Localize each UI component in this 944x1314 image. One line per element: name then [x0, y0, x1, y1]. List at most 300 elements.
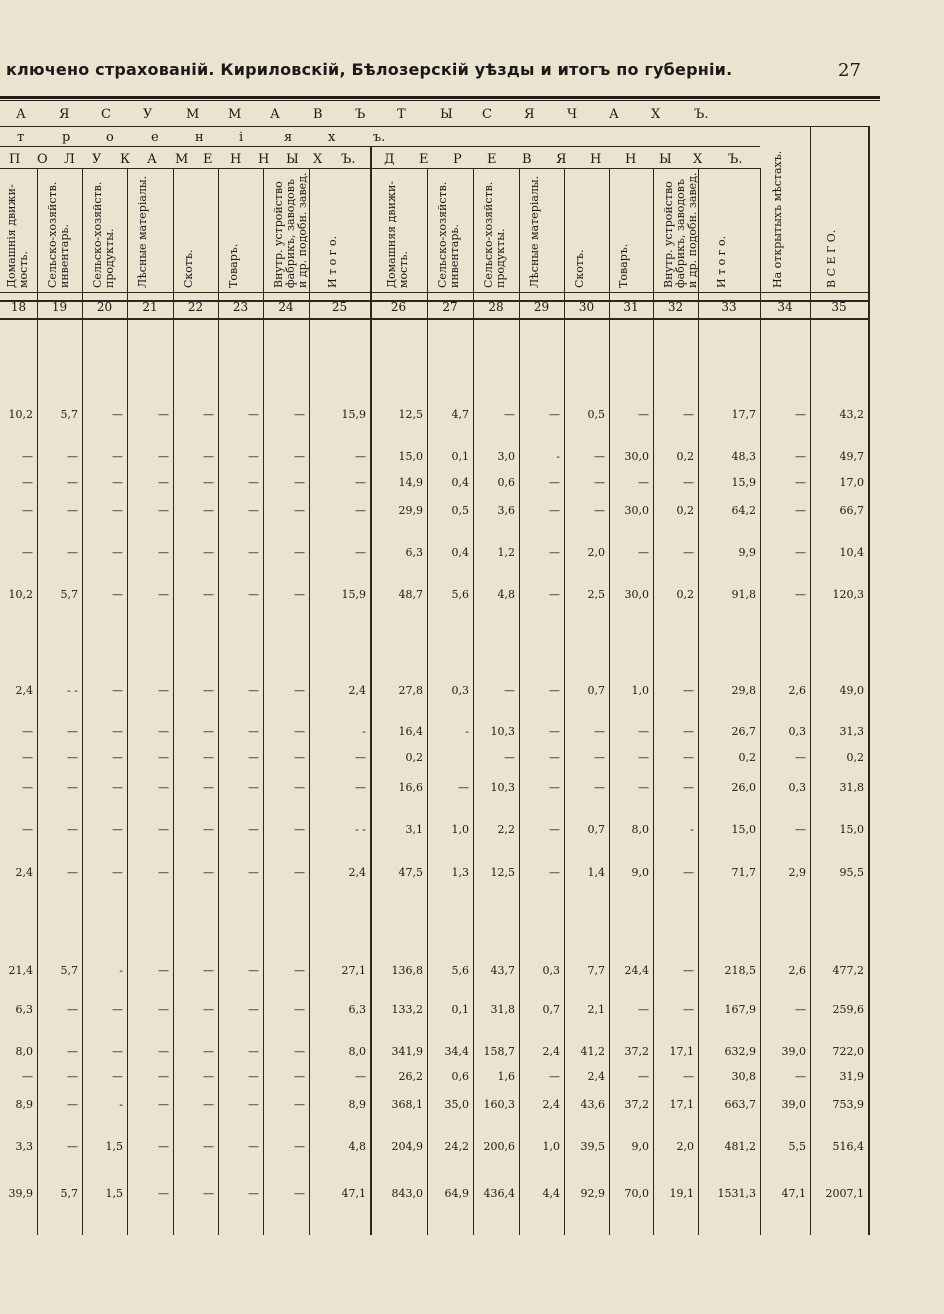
- table-cell: 3,0: [497, 450, 515, 463]
- band-letter: А: [147, 152, 157, 167]
- table-cell: 15,0: [839, 823, 864, 836]
- table-cell: 663,7: [724, 1098, 756, 1111]
- table-cell: 368,1: [391, 1098, 423, 1111]
- table-cell: —: [458, 781, 469, 794]
- band-letter: М: [175, 152, 189, 167]
- table-cell: —: [112, 504, 123, 517]
- table-cell: 5,6: [451, 964, 469, 977]
- grid-hline: [0, 292, 868, 293]
- table-cell: 200,6: [483, 1140, 515, 1153]
- table-cell: —: [638, 1003, 649, 1016]
- table-cell: —: [294, 450, 305, 463]
- table-cell: —: [683, 684, 694, 697]
- band-letter: Д: [384, 152, 395, 167]
- table-cell: 0,6: [497, 476, 515, 489]
- band-letter: Ъ.: [694, 107, 709, 122]
- table-cell: 0,7: [587, 684, 605, 697]
- table-cell: —: [248, 504, 259, 517]
- table-cell: —: [795, 823, 806, 836]
- table-cell: 0,2: [738, 751, 756, 764]
- table-cell: 0,5: [587, 408, 605, 421]
- table-cell: 26,0: [731, 781, 756, 794]
- table-cell: 2,4: [348, 684, 366, 697]
- band-letter: е: [151, 130, 159, 145]
- table-cell: —: [248, 866, 259, 879]
- table-cell: 37,2: [624, 1098, 649, 1111]
- band-letter: р: [62, 130, 71, 145]
- table-cell: —: [112, 450, 123, 463]
- table-cell: —: [22, 751, 33, 764]
- table-cell: 136,8: [391, 964, 423, 977]
- band-letter: і: [239, 130, 244, 145]
- table-cell: —: [203, 1045, 214, 1058]
- table-cell: —: [248, 1070, 259, 1083]
- table-cell: 477,2: [832, 964, 864, 977]
- band-letter: М: [228, 107, 242, 122]
- table-cell: —: [795, 751, 806, 764]
- table-cell: —: [158, 964, 169, 977]
- table-cell: —: [158, 408, 169, 421]
- table-cell: -: [119, 1098, 123, 1111]
- table-cell: —: [549, 546, 560, 559]
- table-cell: —: [203, 1140, 214, 1153]
- band-letter: о: [106, 130, 114, 145]
- table-cell: —: [294, 964, 305, 977]
- table-cell: 1,0: [542, 1140, 560, 1153]
- table-cell: —: [203, 1098, 214, 1111]
- table-cell: 2,9: [788, 866, 806, 879]
- table-cell: 1,0: [451, 823, 469, 836]
- table-cell: 48,7: [398, 588, 423, 601]
- table-cell: —: [294, 866, 305, 879]
- table-cell: —: [248, 823, 259, 836]
- grid-hline: [0, 168, 760, 169]
- table-cell: 9,0: [631, 1140, 649, 1153]
- column-number-32: 32: [667, 300, 684, 314]
- table-cell: 160,3: [483, 1098, 515, 1111]
- table-cell: —: [248, 546, 259, 559]
- table-cell: —: [683, 546, 694, 559]
- table-cell: 64,2: [731, 504, 756, 517]
- table-cell: 29,9: [398, 504, 423, 517]
- table-cell: 8,9: [15, 1098, 33, 1111]
- table-cell: 21,4: [8, 964, 33, 977]
- table-cell: —: [203, 408, 214, 421]
- column-number-33: 33: [721, 300, 737, 314]
- table-cell: —: [594, 476, 605, 489]
- table-cell: 91,8: [731, 588, 756, 601]
- table-cell: 2,4: [15, 866, 33, 879]
- table-cell: —: [594, 504, 605, 517]
- table-cell: —: [638, 725, 649, 738]
- table-cell: —: [355, 781, 366, 794]
- table-cell: 481,2: [724, 1140, 756, 1153]
- table-cell: —: [158, 751, 169, 764]
- table-cell: —: [294, 751, 305, 764]
- band-letter: ъ.: [373, 130, 386, 145]
- table-cell: —: [112, 476, 123, 489]
- table-cell: —: [355, 546, 366, 559]
- column-header-21: Лѣсные матеріалы.: [136, 175, 149, 288]
- table-cell: 70,0: [624, 1187, 649, 1200]
- table-cell: —: [248, 684, 259, 697]
- table-cell: —: [683, 476, 694, 489]
- band-letter: х: [328, 130, 336, 145]
- table-cell: 218,5: [724, 964, 756, 977]
- table-cell: 15,9: [341, 408, 366, 421]
- table-cell: —: [203, 866, 214, 879]
- table-cell: —: [294, 781, 305, 794]
- table-cell: —: [203, 684, 214, 697]
- band-letter: Ы: [659, 152, 672, 167]
- table-cell: —: [683, 408, 694, 421]
- table-cell: —: [67, 725, 78, 738]
- table-cell: —: [203, 781, 214, 794]
- table-cell: 10,4: [839, 546, 864, 559]
- table-cell: —: [355, 450, 366, 463]
- table-cell: —: [112, 751, 123, 764]
- band-letter: Н: [590, 152, 602, 167]
- table-cell: —: [112, 1070, 123, 1083]
- column-number-25: 25: [331, 300, 348, 314]
- table-cell: —: [67, 504, 78, 517]
- table-cell: 14,9: [398, 476, 423, 489]
- table-cell: —: [158, 781, 169, 794]
- table-cell: —: [158, 1098, 169, 1111]
- table-cell: 5,7: [60, 588, 78, 601]
- table-cell: 24,4: [624, 964, 649, 977]
- table-cell: 6,3: [348, 1003, 366, 1016]
- table-cell: -: [362, 725, 366, 738]
- table-cell: —: [158, 1187, 169, 1200]
- column-number-35: 35: [831, 300, 847, 314]
- table-cell: 0,2: [846, 751, 864, 764]
- table-cell: —: [67, 1098, 78, 1111]
- band-letter: Р: [453, 152, 462, 167]
- band-letter: С: [482, 107, 492, 122]
- table-cell: 0,4: [451, 546, 469, 559]
- table-cell: —: [67, 751, 78, 764]
- column-header-25: И т о г о.: [326, 235, 339, 288]
- band-letter: Я: [59, 107, 70, 122]
- band-letter: У: [92, 152, 102, 167]
- table-cell: 158,7: [483, 1045, 515, 1058]
- table-cell: 29,8: [731, 684, 756, 697]
- table-cell: —: [248, 725, 259, 738]
- band-letter: А: [609, 107, 619, 122]
- page-title: ключено страхованій. Кириловскій, Бѣлозерскій уѣзды и итогъ по губерніи.: [6, 60, 733, 79]
- table-cell: 632,9: [724, 1045, 756, 1058]
- table-cell: —: [549, 781, 560, 794]
- table-cell: 1,2: [497, 546, 515, 559]
- table-cell: —: [248, 588, 259, 601]
- column-header-26: Домашняя движи- мость.: [385, 180, 410, 288]
- table-cell: —: [355, 1070, 366, 1083]
- table-cell: —: [795, 546, 806, 559]
- table-cell: —: [203, 504, 214, 517]
- table-cell: —: [67, 546, 78, 559]
- table-cell: —: [203, 823, 214, 836]
- table-cell: - -: [355, 823, 366, 836]
- table-cell: 2,6: [788, 964, 806, 977]
- table-cell: 30,0: [624, 450, 649, 463]
- table-cell: 0,3: [788, 781, 806, 794]
- table-cell: 1,5: [105, 1187, 123, 1200]
- table-cell: —: [67, 866, 78, 879]
- table-cell: —: [22, 725, 33, 738]
- table-cell: —: [248, 1187, 259, 1200]
- table-cell: 19,1: [669, 1187, 694, 1200]
- table-cell: 16,6: [398, 781, 423, 794]
- table-cell: —: [112, 781, 123, 794]
- table-cell: 0,2: [676, 504, 694, 517]
- column-header-28: Сельско-хозяйств. продукты.: [482, 181, 507, 288]
- table-cell: 92,9: [580, 1187, 605, 1200]
- table-cell: 49,7: [839, 450, 864, 463]
- table-cell: —: [112, 1045, 123, 1058]
- table-cell: —: [112, 823, 123, 836]
- band-letter: Я: [556, 152, 567, 167]
- table-cell: —: [294, 684, 305, 697]
- table-cell: —: [22, 546, 33, 559]
- table-cell: 15,9: [731, 476, 756, 489]
- table-cell: 30,8: [731, 1070, 756, 1083]
- table-cell: —: [294, 546, 305, 559]
- table-cell: 1,0: [631, 684, 649, 697]
- table-cell: 39,0: [781, 1098, 806, 1111]
- band-letter: Ъ.: [341, 152, 356, 167]
- table-cell: 27,8: [398, 684, 423, 697]
- column-number-21: 21: [142, 300, 158, 314]
- table-cell: —: [795, 476, 806, 489]
- band-letter: А: [16, 107, 26, 122]
- table-cell: —: [294, 1003, 305, 1016]
- column-header-34: На открытыхъ мѣстахъ.: [771, 150, 784, 288]
- table-cell: 2,6: [788, 684, 806, 697]
- table-cell: 0,3: [788, 725, 806, 738]
- table-cell: 3,6: [497, 504, 515, 517]
- table-cell: —: [549, 725, 560, 738]
- table-cell: —: [795, 504, 806, 517]
- band-letter: Ы: [440, 107, 453, 122]
- table-cell: —: [158, 866, 169, 879]
- table-cell: 2,4: [587, 1070, 605, 1083]
- band-letter: Т: [397, 107, 406, 122]
- table-cell: 2,0: [587, 546, 605, 559]
- table-cell: —: [594, 725, 605, 738]
- table-cell: —: [549, 504, 560, 517]
- band-letter: В: [313, 107, 323, 122]
- table-cell: 39,9: [8, 1187, 33, 1200]
- table-cell: —: [112, 684, 123, 697]
- table-cell: —: [203, 546, 214, 559]
- table-cell: 2,5: [587, 588, 605, 601]
- table-cell: —: [158, 504, 169, 517]
- column-number-18: 18: [10, 300, 27, 314]
- table-cell: 120,3: [832, 588, 864, 601]
- table-cell: —: [112, 408, 123, 421]
- table-cell: 9,0: [631, 866, 649, 879]
- table-cell: 722,0: [832, 1045, 864, 1058]
- band-letter: Н: [625, 152, 637, 167]
- table-cell: —: [203, 1070, 214, 1083]
- page-number: 27: [838, 60, 861, 81]
- table-cell: 43,2: [839, 408, 864, 421]
- table-cell: 64,9: [444, 1187, 469, 1200]
- table-cell: 2007,1: [825, 1187, 864, 1200]
- table-cell: 4,8: [497, 588, 515, 601]
- column-header-33: И т о г о.: [715, 235, 728, 288]
- table-cell: —: [22, 476, 33, 489]
- table-cell: - -: [67, 684, 78, 697]
- column-header-32: Внутр. устройство фабрикъ, заводовъ и др. подобн. завед.: [662, 172, 699, 288]
- column-number-28: 28: [488, 300, 504, 314]
- table-cell: -: [690, 823, 694, 836]
- table-cell: 5,5: [788, 1140, 806, 1153]
- table-cell: —: [112, 1003, 123, 1016]
- table-cell: —: [158, 725, 169, 738]
- band-letter: Х: [693, 152, 703, 167]
- table-cell: -: [556, 450, 560, 463]
- grid-hline: [0, 146, 760, 147]
- table-cell: —: [594, 751, 605, 764]
- table-cell: 259,6: [832, 1003, 864, 1016]
- band-letter: Л: [64, 152, 75, 167]
- table-cell: 31,9: [839, 1070, 864, 1083]
- table-cell: —: [248, 1140, 259, 1153]
- table-cell: —: [549, 866, 560, 879]
- table-cell: —: [638, 751, 649, 764]
- band-letter: П: [9, 152, 21, 167]
- table-cell: —: [549, 684, 560, 697]
- table-cell: —: [683, 751, 694, 764]
- table-cell: 10,2: [8, 588, 33, 601]
- table-cell: 1531,3: [717, 1187, 756, 1200]
- table-cell: 2,4: [542, 1045, 560, 1058]
- table-cell: —: [683, 1003, 694, 1016]
- table-cell: —: [549, 751, 560, 764]
- table-cell: —: [248, 964, 259, 977]
- table-cell: —: [67, 823, 78, 836]
- table-cell: —: [203, 964, 214, 977]
- table-cell: 17,1: [669, 1045, 694, 1058]
- table-cell: —: [158, 1070, 169, 1083]
- column-header-31: Товаръ.: [617, 243, 630, 288]
- table-cell: 37,2: [624, 1045, 649, 1058]
- table-cell: 39,0: [781, 1045, 806, 1058]
- table-cell: —: [112, 725, 123, 738]
- table-cell: —: [203, 588, 214, 601]
- table-cell: —: [248, 1003, 259, 1016]
- table-cell: 10,3: [490, 725, 515, 738]
- table-cell: —: [504, 684, 515, 697]
- column-number-23: 23: [232, 300, 249, 314]
- band-letter: Ъ: [355, 107, 366, 122]
- band-letter: С: [101, 107, 111, 122]
- table-cell: 47,1: [781, 1187, 806, 1200]
- table-cell: 4,4: [542, 1187, 560, 1200]
- table-cell: —: [67, 450, 78, 463]
- band-letter: Ч: [567, 107, 578, 122]
- table-cell: 27,1: [341, 964, 366, 977]
- column-header-23: Товаръ.: [227, 243, 240, 288]
- table-cell: —: [594, 450, 605, 463]
- table-cell: —: [22, 450, 33, 463]
- table-cell: 2,1: [587, 1003, 605, 1016]
- band-letter: М: [186, 107, 200, 122]
- column-number-19: 19: [51, 300, 68, 314]
- column-header-24: Внутр. устройство фабрикъ, заводовъ и др. подобн. завед.: [272, 172, 309, 288]
- band-letter: н: [195, 130, 204, 145]
- table-cell: 1,4: [587, 866, 605, 879]
- band-letter: Ы: [286, 152, 299, 167]
- table-cell: —: [112, 588, 123, 601]
- table-cell: 0,7: [542, 1003, 560, 1016]
- table-cell: —: [355, 504, 366, 517]
- table-cell: —: [638, 476, 649, 489]
- table-cell: —: [203, 1187, 214, 1200]
- table-cell: 30,0: [624, 504, 649, 517]
- table-cell: —: [203, 450, 214, 463]
- table-cell: —: [294, 1098, 305, 1111]
- table-cell: 71,7: [731, 866, 756, 879]
- table-cell: —: [158, 1045, 169, 1058]
- grid-hline: [0, 318, 868, 320]
- table-cell: —: [248, 450, 259, 463]
- table-cell: 26,7: [731, 725, 756, 738]
- table-cell: 2,4: [542, 1098, 560, 1111]
- table-cell: 16,4: [398, 725, 423, 738]
- table-cell: —: [294, 1070, 305, 1083]
- grid-vline: [868, 126, 870, 1235]
- table-cell: 47,1: [341, 1187, 366, 1200]
- table-cell: 753,9: [832, 1098, 864, 1111]
- table-cell: 0,6: [451, 1070, 469, 1083]
- table-cell: 167,9: [724, 1003, 756, 1016]
- table-cell: —: [22, 823, 33, 836]
- table-cell: 1,6: [497, 1070, 515, 1083]
- table-cell: 516,4: [832, 1140, 864, 1153]
- table-cell: —: [638, 781, 649, 794]
- column-header-27: Сельско-хозяйств. инвентарь.: [436, 181, 461, 288]
- table-cell: 5,7: [60, 408, 78, 421]
- table-cell: —: [67, 1003, 78, 1016]
- table-cell: 66,7: [839, 504, 864, 517]
- table-cell: —: [158, 546, 169, 559]
- table-cell: 15,9: [341, 588, 366, 601]
- band-letter: Н: [258, 152, 270, 167]
- band-letter: Н: [230, 152, 242, 167]
- table-cell: —: [158, 684, 169, 697]
- table-cell: —: [22, 1070, 33, 1083]
- table-cell: —: [355, 751, 366, 764]
- column-number-22: 22: [187, 300, 204, 314]
- table-cell: —: [549, 823, 560, 836]
- column-header-35: В С Е Г О.: [825, 229, 838, 288]
- table-cell: 2,2: [497, 823, 515, 836]
- table-cell: —: [294, 725, 305, 738]
- table-cell: 7,7: [587, 964, 605, 977]
- table-cell: —: [355, 476, 366, 489]
- table-cell: —: [795, 588, 806, 601]
- table-cell: 5,7: [60, 964, 78, 977]
- band-letter: Ъ.: [728, 152, 743, 167]
- table-cell: —: [22, 504, 33, 517]
- table-cell: —: [67, 476, 78, 489]
- table-cell: 1,3: [451, 866, 469, 879]
- table-cell: —: [638, 546, 649, 559]
- table-cell: —: [294, 476, 305, 489]
